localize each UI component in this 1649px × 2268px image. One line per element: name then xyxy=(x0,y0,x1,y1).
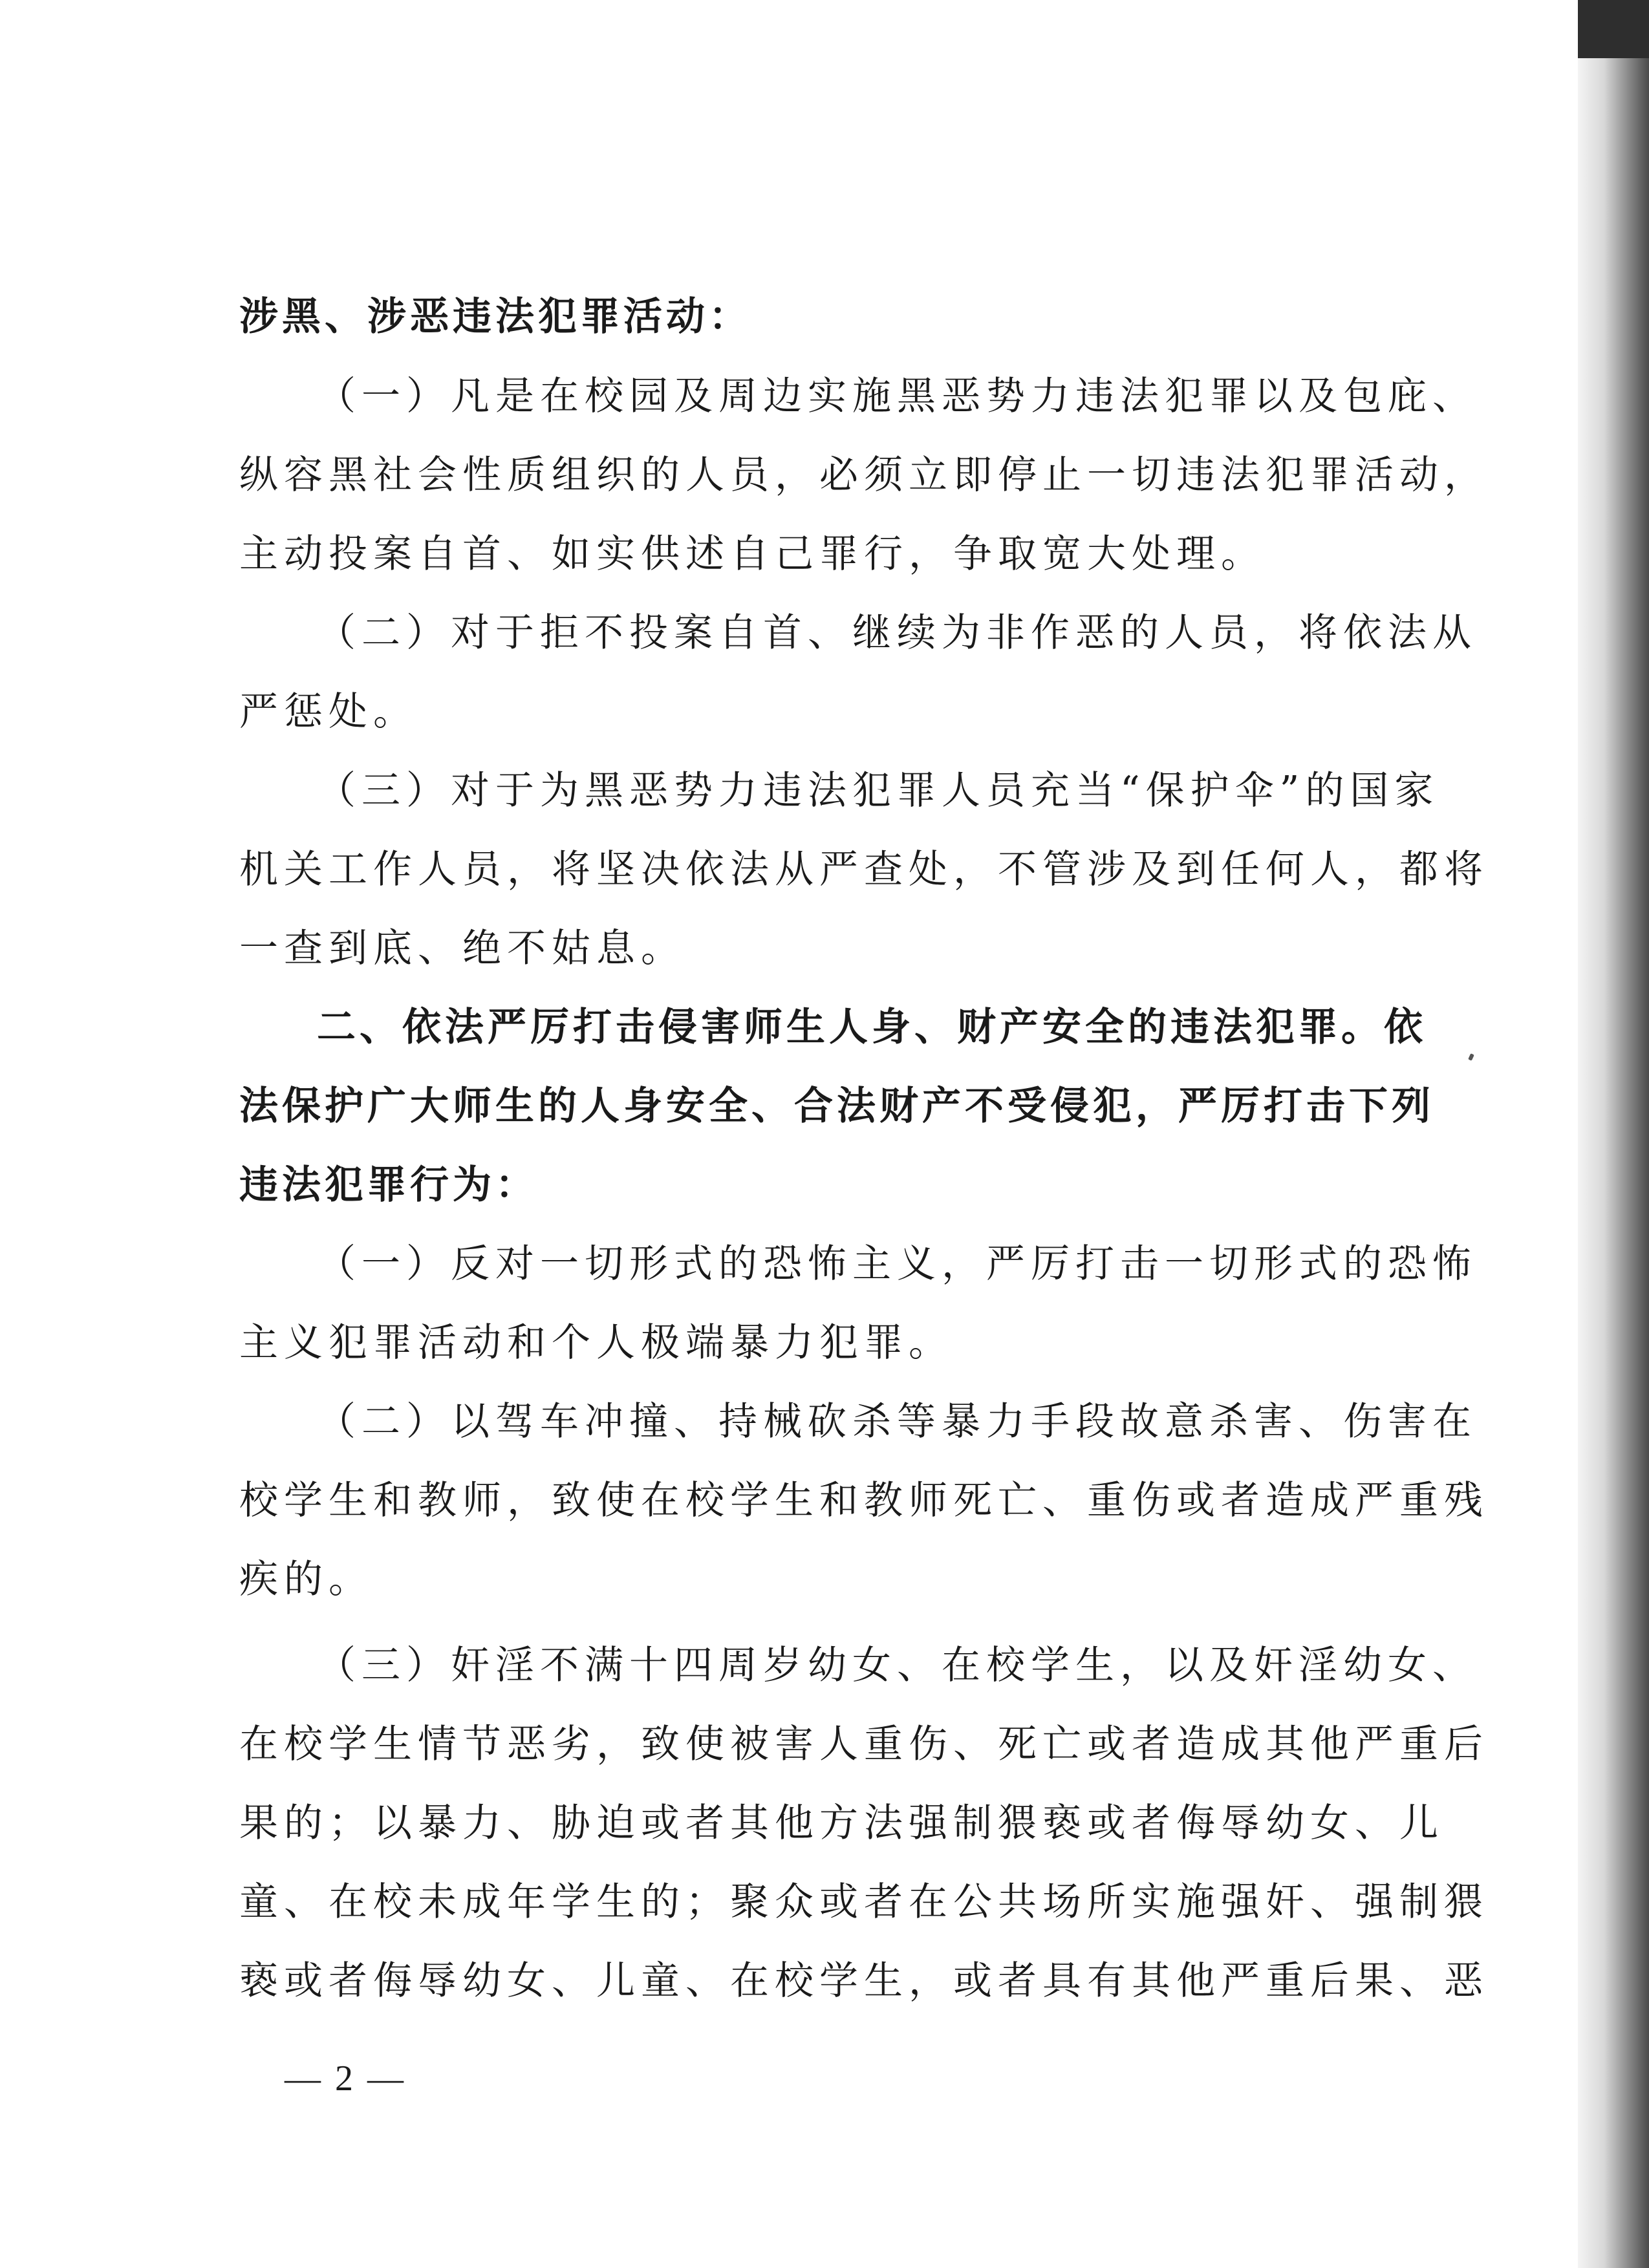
text-line-20: 果的；以暴力、胁迫或者其他方法强制猥亵或者侮辱幼女、儿 xyxy=(239,1801,1444,1846)
scan-speck xyxy=(1468,1053,1474,1061)
text-line-2: （一）凡是在校园及周边实施黑恶势力违法犯罪以及包庇、 xyxy=(317,374,1477,419)
text-line-18: （三）奸淫不满十四周岁幼女、在校学生，以及奸淫幼女、 xyxy=(317,1643,1477,1688)
text-line-22: 亵或者侮辱幼女、儿童、在校学生，或者具有其他严重后果、恶 xyxy=(239,1958,1489,2004)
text-line-14: 主义犯罪活动和个人极端暴力犯罪。 xyxy=(239,1320,953,1365)
text-line-15: （二）以驾车冲撞、持械砍杀等暴力手段故意杀害、伤害在 xyxy=(317,1399,1477,1444)
text-line-13: （一）反对一切形式的恐怖主义，严厉打击一切形式的恐怖 xyxy=(317,1241,1477,1287)
scan-edge xyxy=(1578,0,1649,2268)
text-line-7: （三）对于为黑恶势力违法犯罪人员充当“保护伞”的国家 xyxy=(317,768,1439,813)
text-line-12: 违法犯罪行为： xyxy=(239,1162,538,1208)
text-line-17: 疾的。 xyxy=(239,1557,373,1602)
text-line-10: 二、依法严厉打击侵害师生人身、财产安全的违法犯罪。依 xyxy=(317,1005,1427,1050)
page-number: — 2 — xyxy=(285,2059,406,2099)
text-line-6: 严惩处。 xyxy=(239,689,418,734)
text-line-4: 主动投案自首、如实供述自己罪行，争取宽大处理。 xyxy=(239,531,1266,577)
text-line-21: 童、在校未成年学生的；聚众或者在公共场所实施强奸、强制猥 xyxy=(239,1879,1489,1925)
scan-edge-shadow xyxy=(1578,0,1649,58)
text-line-3: 纵容黑社会性质组织的人员，必须立即停止一切违法犯罪活动， xyxy=(239,453,1489,498)
text-line-19: 在校学生情节恶劣，致使被害人重伤、死亡或者造成其他严重后 xyxy=(239,1722,1489,1767)
text-line-1: 涉黑、涉恶违法犯罪活动： xyxy=(239,294,751,339)
text-line-5: （二）对于拒不投案自首、继续为非作恶的人员，将依法从 xyxy=(317,610,1477,656)
text-line-9: 一查到底、绝不姑息。 xyxy=(239,926,685,971)
text-line-16: 校学生和教师，致使在校学生和教师死亡、重伤或者造成严重残 xyxy=(239,1478,1489,1523)
text-line-8: 机关工作人员，将坚决依法从严查处，不管涉及到任何人，都将 xyxy=(239,847,1489,892)
text-line-11: 法保护广大师生的人身安全、合法财产不受侵犯，严厉打击下列 xyxy=(239,1084,1434,1129)
